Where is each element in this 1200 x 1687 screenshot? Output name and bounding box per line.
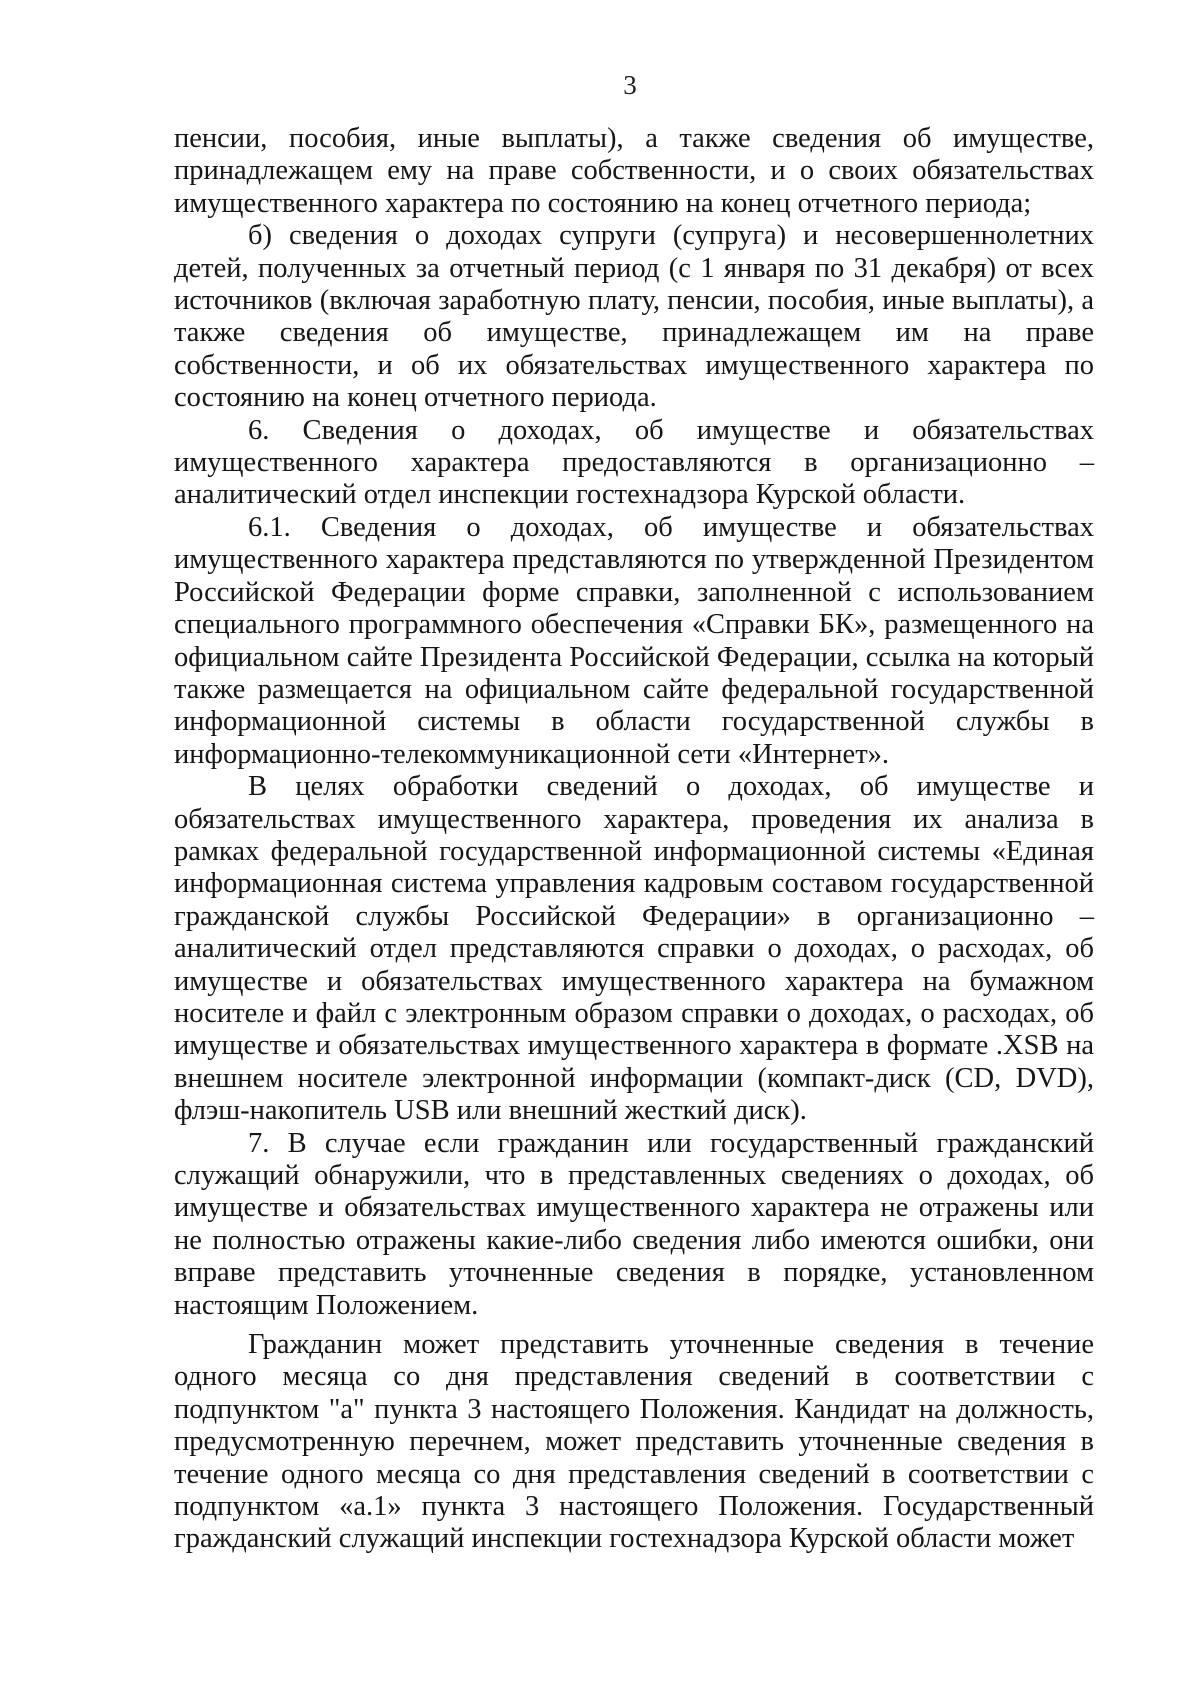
- paragraph-item-6: 6. Сведения о доходах, об имуществе и обязательствах имущественного характера предоставляются в организационно – аналитический отдел инспекции гостехнадзора Курской области.: [174, 414, 1094, 511]
- paragraph-item-6-1: 6.1. Сведения о доходах, об имуществе и обязательствах имущественного характера представляются по утвержденной Президентом Российской Федерации форме справки, заполненной с использованием специального программного обеспечения «Справки БК», размещенного на официальном сайте Президента Российской Федерации, ссылка на который также размещается на официальном сайте федеральной государственной информационной системы в области государственной службы в информационно-телекоммуникационной сети «Интернет».: [174, 511, 1094, 770]
- paragraph-processing: В целях обработки сведений о доходах, об имуществе и обязательствах имущественного характера, проведения их анализа в рамках федеральной государственной информационной системы «Единая информационная система управления кадровым составом государственной гражданской службы Российской Федерации» в организационно – аналитический отдел представляются справки о доходах, о расходах, об имуществе и обязательствах имущественного характера на бумажном носителе и файл с электронным образом справки о доходах, о расходах, об имуществе и обязательствах имущественного характера в формате .XSB на внешнем носителе электронной информации (компакт-диск (CD, DVD), флэш-накопитель USB или внешний жесткий диск).: [174, 771, 1094, 1127]
- paragraph-spouse-income: б) сведения о доходах супруги (супруга) и несовершеннолетних детей, полученных за отчетный период (с 1 января по 31 декабря) от всех источников (включая заработную плату, пенсии, пособия, иные выплаты), а также сведения об имуществе, принадлежащем им на праве собственности, и об их обязательствах имущественного характера по состоянию на конец отчетного периода.: [174, 220, 1094, 414]
- document-body: [174, 123, 1094, 1556]
- paragraph-continuation: пенсии, пособия, иные выплаты), а также сведения об имуществе, принадлежащем ему на праве собственности, и о своих обязательствах имущественного характера по состоянию на конец отчетного периода;: [174, 123, 1094, 219]
- paragraph-item-7: 7. В случае если гражданин или государственный гражданский служащий обнаружили, что в представленных сведениях о доходах, об имуществе и обязательствах имущественного характера не отражены или не полностью отражены какие-либо сведения либо имеются ошибки, они вправе представить уточненные сведения в порядке, установленном настоящим Положением.: [174, 1127, 1094, 1321]
- page-number: 3: [623, 70, 637, 100]
- paragraph-clarification: Гражданин может представить уточненные сведения в течение одного месяца со дня представления сведений в соответствии с подпунктом "а" пункта 3 настоящего Положения. Кандидат на должность, предусмотренную перечнем, может представить уточненные сведения в течение одного месяца со дня представления сведений в соответствии с подпунктом «а.1» пункта 3 настоящего Положения. Государственный гражданский служащий инспекции гостехнадзора Курской области может: [174, 1329, 1094, 1555]
